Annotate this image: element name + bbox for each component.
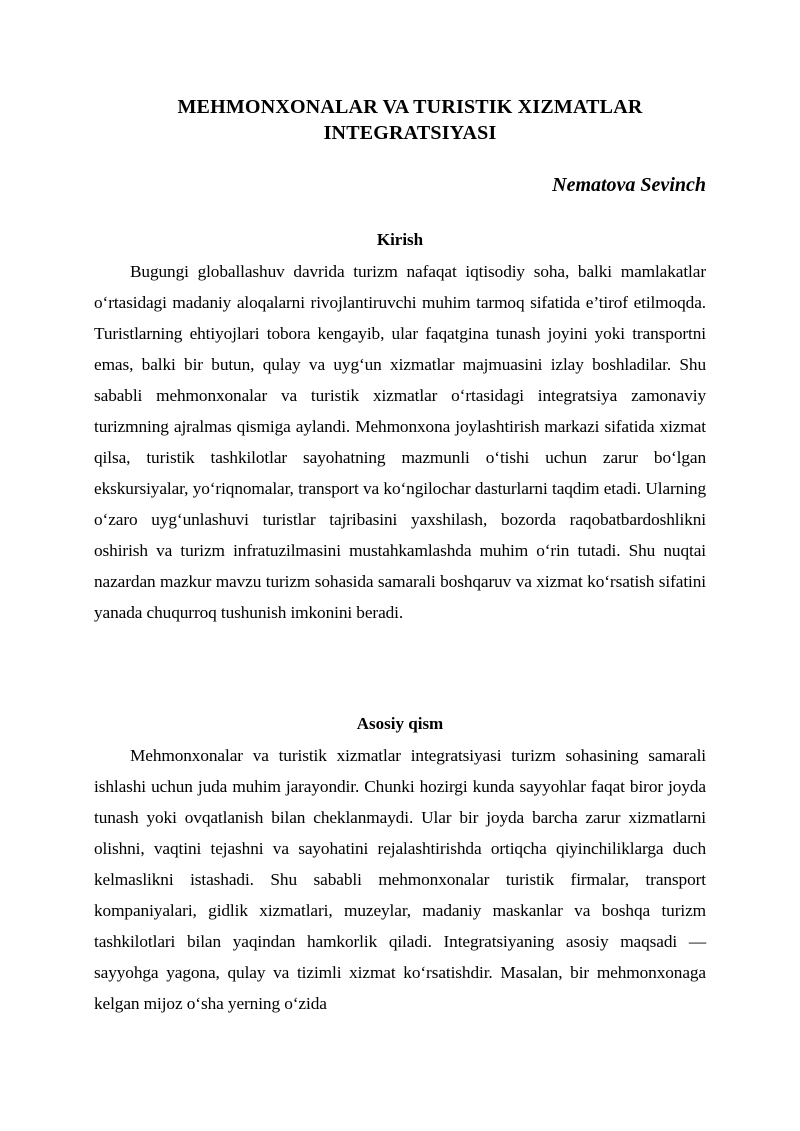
author-name: Nematova Sevinch bbox=[552, 174, 706, 196]
introduction-paragraph: Bugungi globallashuv davrida turizm nafaqat iqtisodiy soha, balki mamlakatlar o‘rtasidagi madaniy aloqalarni rivojlantiruvchi muhim tarmoq sifatida e’tirof etilmoqda. Turistlarning ehtiyojlari tobora kengayib, ular faqatgina tunash joyini yoki transportni emas, balki bir butun, qulay va uyg‘un xizmatlar majmuasini izlay boshladilar. Shu sababli mehmonxonalar va turistik xizmatlar o‘rtasidagi integratsiya zamonaviy turizmning ajralmas qismiga aylandi. Mehmonxona joylashtirish markazi sifatida xizmat qilsa, turistik tashkilotlar sayohatning mazmunli o‘tishi uchun zarur bo‘lgan ekskursiyalar, yo‘riqnomalar, transport va ko‘ngilochar dasturlarni taqdim etadi. Ularning o‘zaro uyg‘unlashuvi turistlar tajribasini yaxshilash, bozorda raqobatbardoshlikni oshirish va turizm infratuzilmasini mustahkamlashda muhim o‘rin tutadi. Shu nuqtai nazardan mazkur mavzu turizm sohasida samarali boshqaruv va xizmat ko‘rsatish sifatini yanada chuqurroq tushunish imkonini beradi. bbox=[94, 262, 706, 622]
title-line-2: INTEGRATSIYASI bbox=[323, 122, 497, 144]
document-title bbox=[120, 94, 700, 146]
main-part-paragraph: Mehmonxonalar va turistik xizmatlar integratsiyasi turizm sohasining samarali ishlashi uchun juda muhim jarayondir. Chunki hozirgi kunda sayyohlar faqat biror joyda tunash yoki ovqatlanish bilan cheklanmaydi. Ular bir joyda barcha zarur xizmatlarni olishni, vaqtini tejashni va sayohatini rejalashtirishda ortiqcha qiyinchiliklarga duch kelmaslikni istashadi. Shu sababli mehmonxonalar turistik firmalar, transport kompaniyalari, gidlik xizmatlari, muzeylar, madaniy maskanlar va boshqa turizm tashkilotlari bilan yaqindan hamkorlik qiladi. Integratsiyaning asosiy maqsadi — sayyohga yagona, qulay va tizimli xizmat ko‘rsatishdir. Masalan, bir mehmonxonaga kelgan mijoz o‘sha yerning o‘zida bbox=[94, 746, 706, 1013]
section-heading-introduction: Kirish bbox=[376, 230, 424, 249]
section-heading-main-part: Asosiy qism bbox=[356, 714, 444, 733]
title-line-1: MEHMONXONALAR VA TURISTIK XIZMATLAR bbox=[177, 96, 643, 118]
